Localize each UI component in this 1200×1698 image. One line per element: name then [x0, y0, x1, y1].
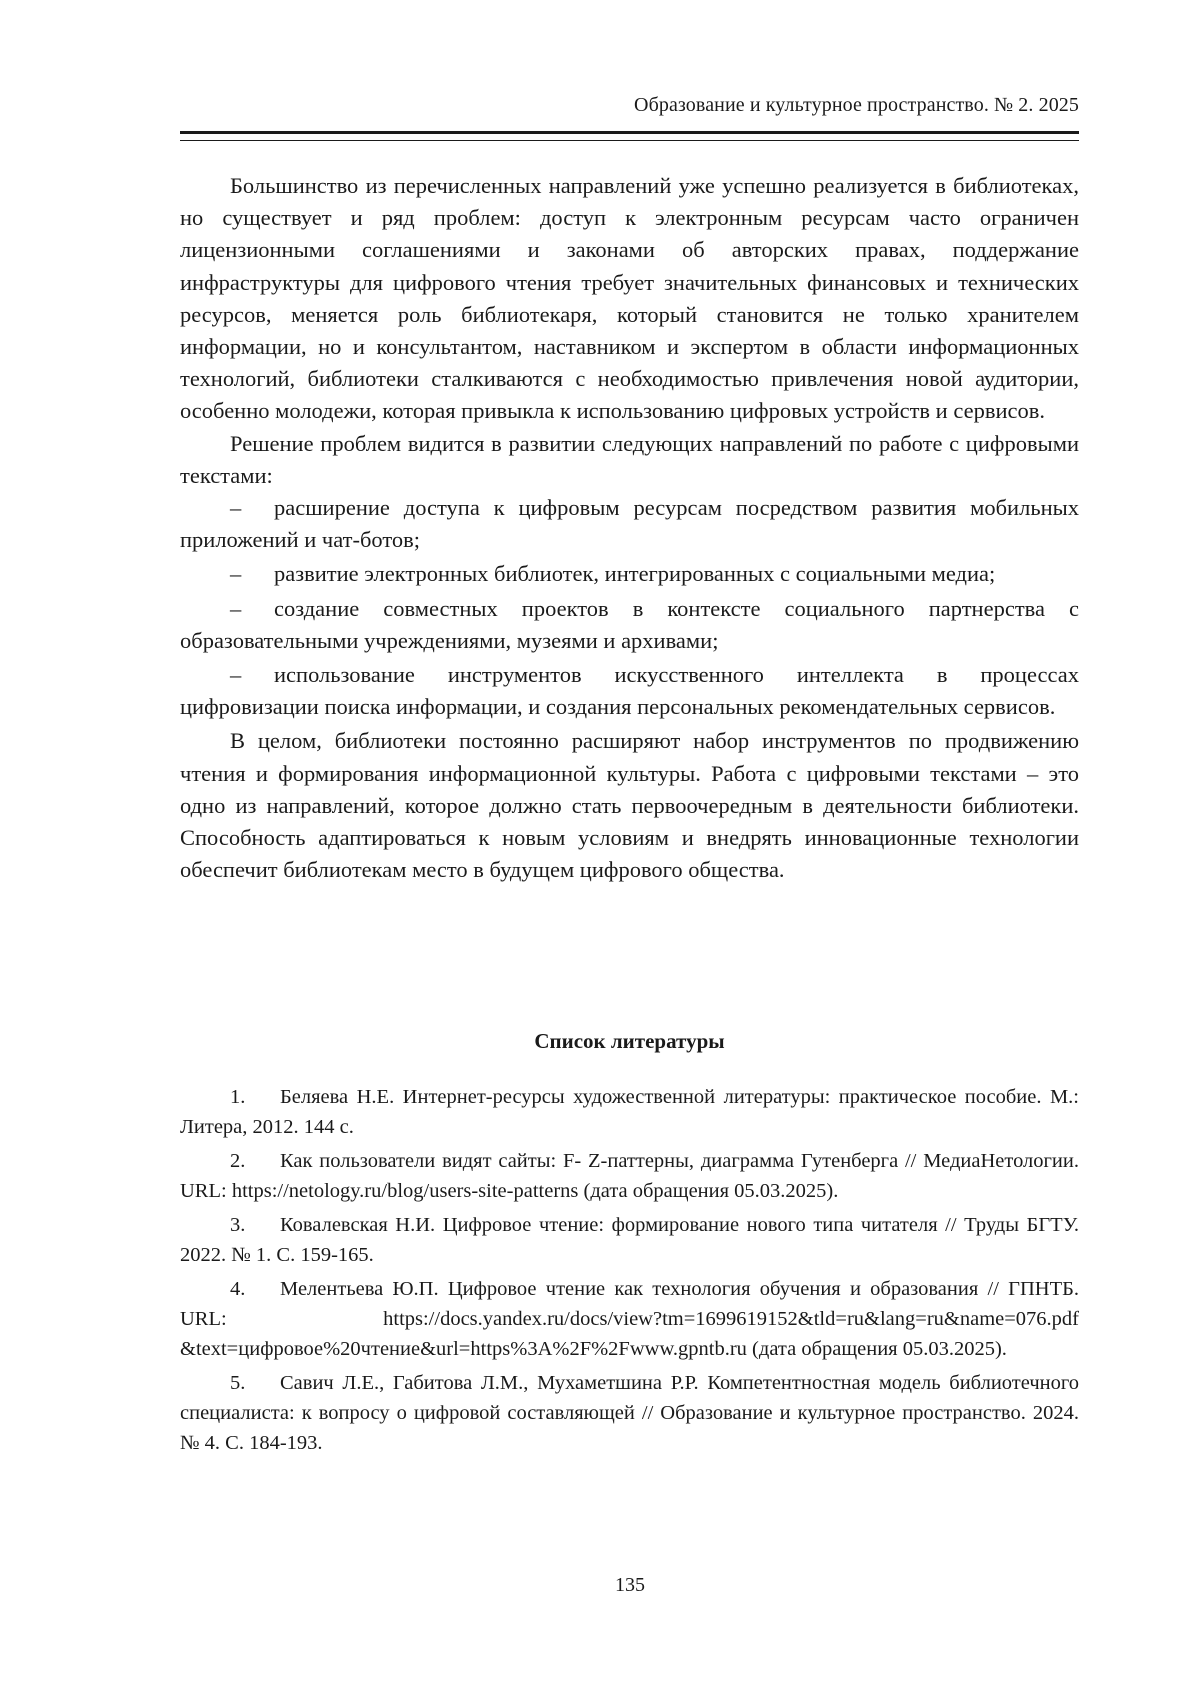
references-heading: Список литературы — [534, 1029, 725, 1053]
reference-text: Как пользователи видят сайты: F- Z-паттерны, диаграмма Гутенберга // МедиаНетологии. URL: https://netology.ru/blog/users-site-patterns (дата обращения 05.03.2025). — [180, 1150, 1079, 1202]
dash-marker: – — [230, 561, 242, 587]
reference-item — [180, 1274, 1079, 1364]
reference-number: 5. — [230, 1372, 246, 1394]
header-double-rule — [180, 131, 1079, 141]
reference-item — [180, 1146, 1079, 1206]
reference-text: Беляева Н.Е. Интернет-ресурсы художественной литературы: практическое пособие. М.: Литера, 2012. 144 с. — [180, 1086, 1079, 1138]
reference-item — [180, 1082, 1079, 1142]
reference-text: Ковалевская Н.И. Цифровое чтение: формирование нового типа читателя // Труды БГТУ. 2022. № 1. С. 159-165. — [180, 1214, 1079, 1266]
reference-number: 3. — [230, 1214, 246, 1236]
reference-item — [180, 1368, 1079, 1458]
body-paragraph: В целом, библиотеки постоянно расширяют набор инструментов по продвижению чтения и формирования информационной культуры. Работа с цифровыми текстами – это одно из направлений, которое должно стать первоочередным в деятельности библиотеки. Способность адаптироваться к новым условиям и внедрять инновационные технологии обеспечит библиотекам место в будущем цифрового общества. — [180, 728, 1079, 883]
list-item-text: создание совместных проектов в контексте социального партнерства с образовательными учреждениями, музеями и архивами; — [180, 595, 1079, 653]
references-list — [180, 1082, 1079, 1462]
reference-number: 2. — [230, 1150, 246, 1172]
list-item — [180, 558, 1079, 590]
dash-marker: – — [230, 595, 242, 621]
running-header: Образование и культурное пространство. № 2. 2025 — [634, 94, 1079, 116]
article-body — [180, 170, 1079, 886]
list-item — [180, 492, 1079, 556]
list-item-text: расширение доступа к цифровым ресурсам посредством развития мобильных приложений и чат-ботов; — [180, 495, 1079, 553]
reference-text: Мелентьева Ю.П. Цифровое чтение как технология обучения и образования // ГПНТБ. URL: https://docs.yandex.ru/docs/view?tm=1699619152&tld=ru&lang=ru&name=​076.pdf &text=цифровое%20чтение&url=https%3A%2F%2Fwww.gpntb.ru (дата обращения 05.03.2025). — [180, 1278, 1079, 1360]
dash-marker: – — [230, 662, 242, 688]
body-paragraph: Большинство из перечисленных направлений уже успешно реализуется в библиотеках, но существует и ряд проблем: доступ к электронным ресурсам часто ограничен лицензионными соглашениями и законами об авторских правах, поддержание инфраструктуры для цифрового чтения требует значительных финансовых и технических ресурсов, меняется роль библиотекаря, который становится не только хранителем информации, но и консультантом, наставником и экспертом в области информационных технологий, библиотеки сталкиваются с необходимостью привлечения новой аудитории, особенно молодежи, которая привыкла к использованию цифровых устройств и сервисов. — [180, 173, 1079, 424]
reference-number: 4. — [230, 1278, 246, 1300]
list-item — [180, 593, 1079, 657]
dash-marker: – — [230, 495, 242, 521]
reference-number: 1. — [230, 1086, 246, 1108]
body-paragraph: Решение проблем видится в развитии следующих направлений по работе с цифровыми текстами: — [180, 430, 1079, 488]
reference-text: Савич Л.Е., Габитова Л.М., Мухаметшина Р.Р. Компетентностная модель библиотечного специалиста: к вопросу о цифровой составляющей // Образование и культурное пространство. 2024. № 4. С. 184-193. — [180, 1372, 1079, 1454]
page-number: 135 — [615, 1574, 645, 1596]
list-item — [180, 659, 1079, 723]
list-item-text: использование инструментов искусственного интеллекта в процессах цифровизации поиска информации, и создания персональных рекомендательных сервисов. — [180, 662, 1079, 720]
list-item-text: развитие электронных библиотек, интегрированных с социальными медиа; — [274, 561, 996, 587]
reference-item — [180, 1210, 1079, 1270]
